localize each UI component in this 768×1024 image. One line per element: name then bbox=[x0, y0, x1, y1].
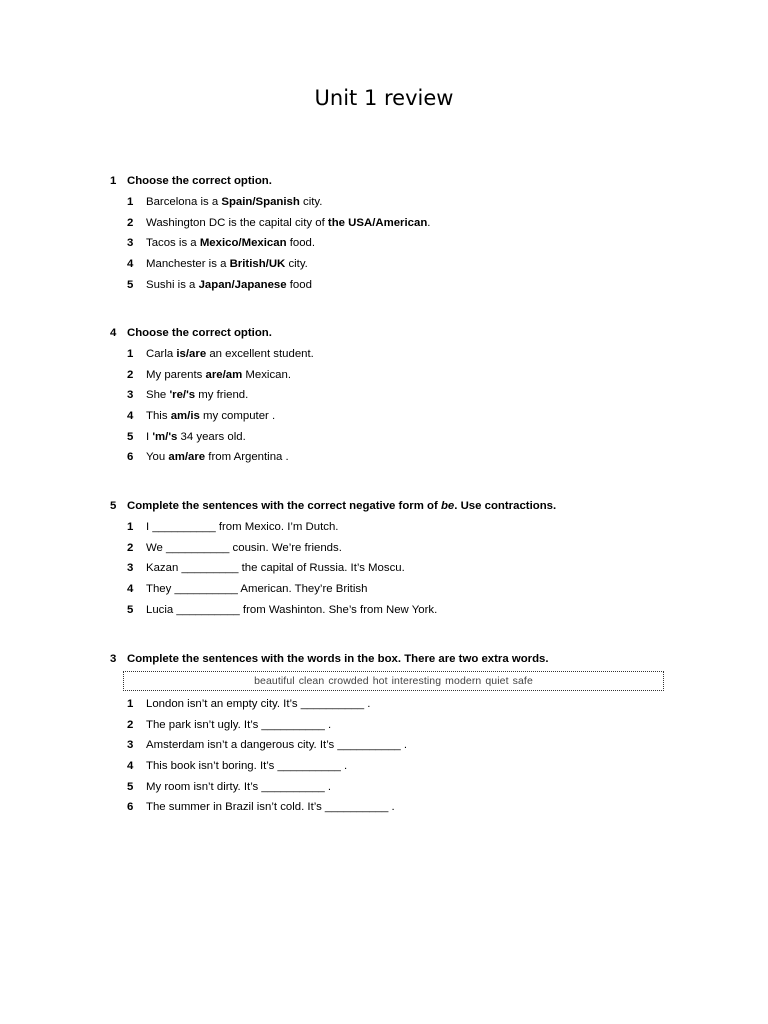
word-box-word: beautiful bbox=[254, 675, 295, 687]
item-number: 6 bbox=[127, 451, 134, 464]
exercise-item bbox=[110, 579, 670, 600]
exercise-item bbox=[110, 715, 670, 736]
exercise-instruction: Choose the correct option. bbox=[127, 175, 272, 187]
item-number: 5 bbox=[127, 780, 134, 793]
exercise-number: 1 bbox=[110, 175, 117, 187]
exercise-section-3 bbox=[110, 649, 670, 818]
exercise-item bbox=[110, 385, 670, 406]
item-text: an excellent student. bbox=[206, 348, 314, 360]
exercise-item bbox=[110, 447, 670, 468]
item-text[interactable]: Amsterdam isn’t a dangerous city. It’s __________ . bbox=[146, 739, 408, 752]
item-text[interactable]: I __________ from Mexico. I’m Dutch. bbox=[146, 521, 339, 533]
item-text: . bbox=[427, 216, 431, 229]
exercise-item bbox=[110, 694, 670, 715]
item-text: Tacos is a bbox=[146, 237, 200, 250]
item-option[interactable]: Mexico/Mexican bbox=[199, 237, 287, 250]
item-text[interactable]: The park isn’t ugly. It’s __________ . bbox=[146, 718, 332, 731]
item-option[interactable]: Japan/Japanese bbox=[198, 278, 287, 291]
exercise-item bbox=[110, 558, 670, 579]
item-number: 5 bbox=[127, 603, 134, 616]
item-text[interactable]: My room isn’t dirty. It’s __________ . bbox=[146, 780, 332, 793]
item-number: 2 bbox=[127, 541, 134, 554]
item-option[interactable]: is/are bbox=[176, 348, 207, 360]
exercise-instruction: Complete the sentences with the words in the box. There are two extra words. bbox=[127, 653, 549, 665]
item-option[interactable]: are/am bbox=[205, 368, 243, 381]
exercise-item bbox=[110, 365, 670, 386]
item-number: 1 bbox=[127, 348, 134, 360]
exercise-heading bbox=[110, 171, 670, 192]
item-number: 4 bbox=[127, 583, 134, 596]
item-number: 3 bbox=[127, 389, 134, 402]
exercise-section-1 bbox=[110, 171, 670, 295]
item-option[interactable]: Spain/Spanish bbox=[221, 196, 300, 208]
item-number: 4 bbox=[127, 258, 134, 271]
item-text[interactable]: Kazan _________ the capital of Russia. It’s Moscu. bbox=[146, 562, 405, 575]
exercise-item bbox=[110, 777, 670, 798]
item-number: 2 bbox=[127, 718, 134, 731]
item-number: 5 bbox=[127, 430, 134, 443]
exercise-item bbox=[110, 735, 670, 756]
exercise-item bbox=[110, 192, 670, 213]
item-text: food. bbox=[286, 237, 316, 250]
exercise-section-4 bbox=[110, 323, 670, 468]
item-number: 3 bbox=[127, 739, 134, 752]
item-text: from Argentina . bbox=[205, 451, 289, 464]
item-text: Mexican. bbox=[242, 368, 291, 381]
exercise-heading bbox=[110, 323, 670, 344]
word-box bbox=[123, 671, 664, 691]
item-number: 1 bbox=[127, 698, 134, 710]
exercise-instruction bbox=[127, 500, 556, 512]
exercise-item bbox=[110, 275, 670, 296]
exercise-item bbox=[110, 344, 670, 365]
item-option[interactable]: am/are bbox=[168, 451, 206, 464]
instruction-text: Complete the sentences with the correct negative form of bbox=[127, 500, 441, 512]
exercise-item bbox=[110, 756, 670, 777]
exercise-item bbox=[110, 600, 670, 621]
item-text: Barcelona is a bbox=[146, 196, 222, 208]
item-text: Carla bbox=[146, 348, 177, 360]
exercise-item bbox=[110, 797, 670, 818]
exercise-item bbox=[110, 538, 670, 559]
item-text: food bbox=[286, 278, 312, 291]
item-number: 1 bbox=[127, 196, 134, 208]
item-number: 2 bbox=[127, 216, 134, 229]
word-box-word: quiet bbox=[485, 675, 509, 687]
exercise-instruction: Choose the correct option. bbox=[127, 327, 272, 339]
word-box-word: hot bbox=[372, 675, 388, 687]
item-text: city. bbox=[285, 258, 308, 271]
item-number: 1 bbox=[127, 521, 134, 533]
item-text: Washington DC is the capital city of bbox=[146, 216, 328, 229]
item-text: I bbox=[146, 430, 153, 443]
item-option[interactable]: 're/'s bbox=[169, 389, 196, 402]
item-text: You bbox=[146, 451, 169, 464]
item-text: My parents bbox=[146, 368, 206, 381]
item-text: She bbox=[146, 389, 170, 402]
exercise-item bbox=[110, 517, 670, 538]
item-text[interactable]: London isn’t an empty city. It’s __________ . bbox=[146, 698, 371, 710]
item-text[interactable]: The summer in Brazil isn’t cold. It’s __________ . bbox=[146, 801, 395, 814]
item-option[interactable]: British/UK bbox=[229, 258, 286, 271]
item-text[interactable]: This book isn’t boring. It’s __________ . bbox=[146, 760, 348, 773]
item-text: Manchester is a bbox=[146, 258, 230, 271]
exercise-heading bbox=[110, 496, 670, 517]
item-option[interactable]: the USA/American bbox=[327, 216, 428, 229]
item-text: This bbox=[146, 410, 171, 423]
item-text: my friend. bbox=[195, 389, 249, 402]
item-text[interactable]: They __________ American. They’re British bbox=[146, 583, 368, 596]
word-box-word: crowded bbox=[328, 675, 369, 687]
item-number: 4 bbox=[127, 760, 134, 773]
item-number: 5 bbox=[127, 278, 134, 291]
instruction-emphasis: be bbox=[440, 500, 455, 512]
page-title: Unit 1 review bbox=[314, 86, 454, 110]
exercise-number: 5 bbox=[110, 500, 117, 512]
exercise-item bbox=[110, 233, 670, 254]
item-text[interactable]: We __________ cousin. We’re friends. bbox=[146, 541, 342, 554]
exercise-heading bbox=[110, 649, 670, 670]
item-number: 3 bbox=[127, 237, 134, 250]
exercise-item bbox=[110, 406, 670, 427]
item-option[interactable]: am/is bbox=[170, 410, 200, 423]
item-text[interactable]: Lucia __________ from Washinton. She’s from New York. bbox=[146, 603, 438, 616]
exercise-section-5 bbox=[110, 496, 670, 620]
word-box-word: interesting bbox=[391, 675, 442, 687]
exercise-item bbox=[110, 213, 670, 234]
item-text: 34 years old. bbox=[177, 430, 246, 443]
item-text: Sushi is a bbox=[146, 278, 199, 291]
item-text: city. bbox=[299, 196, 323, 208]
exercise-number: 3 bbox=[110, 653, 117, 665]
item-option[interactable]: 'm/'s bbox=[152, 430, 178, 443]
item-text: my computer . bbox=[199, 410, 276, 423]
word-box-word: modern bbox=[445, 675, 482, 687]
exercise-number: 4 bbox=[110, 327, 117, 339]
item-number: 2 bbox=[127, 368, 134, 381]
item-number: 4 bbox=[127, 410, 134, 423]
word-box-word: clean bbox=[298, 675, 325, 687]
item-number: 3 bbox=[127, 562, 134, 575]
word-box-word: safe bbox=[512, 675, 533, 687]
item-number: 6 bbox=[127, 801, 134, 814]
exercise-item bbox=[110, 254, 670, 275]
instruction-text: . Use contractions. bbox=[454, 500, 557, 512]
exercise-item bbox=[110, 427, 670, 448]
